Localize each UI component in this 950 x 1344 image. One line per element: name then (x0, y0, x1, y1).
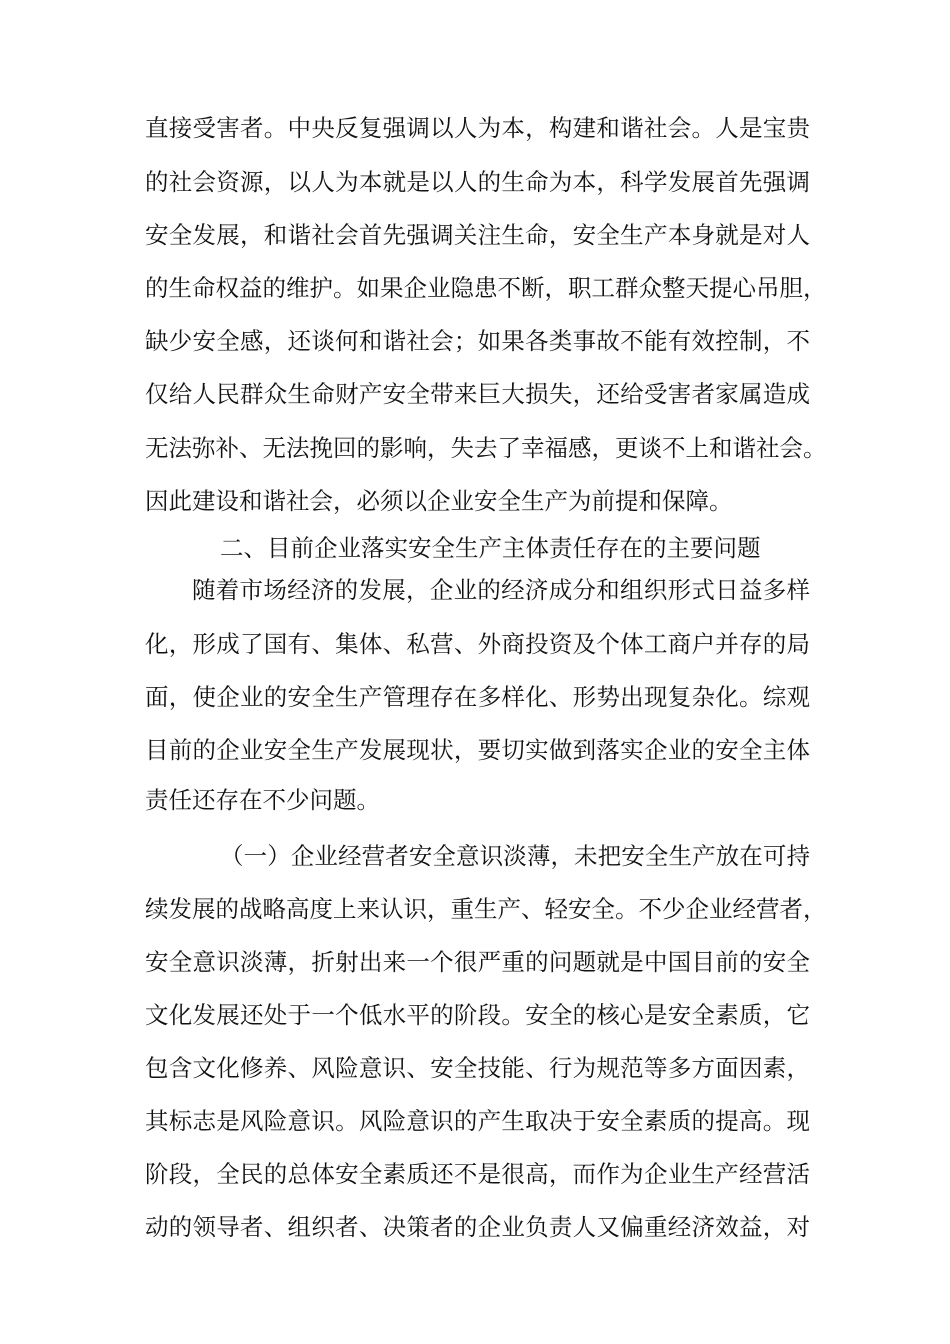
paragraph-line: 安全意识淡薄，折射出来一个很严重的问题就是中国目前的安全 (145, 948, 810, 976)
paragraph-line: 的生命权益的维护。如果企业隐患不断，职工群众整天提心吊胆， (145, 274, 827, 302)
paragraph-line: 目前的企业安全生产发展现状，要切实做到落实企业的安全主体 (145, 736, 810, 764)
paragraph-line: （一）企业经营者安全意识淡薄，未把安全生产放在可持 (220, 842, 810, 870)
paragraph-line: 缺少安全感，还谈何和谐社会；如果各类事故不能有效控制，不 (145, 327, 810, 355)
paragraph-line: 的社会资源，以人为本就是以人的生命为本，科学发展首先强调 (145, 168, 810, 196)
section-heading: 二、目前企业落实安全生产主体责任存在的主要问题 (220, 534, 761, 562)
paragraph-line: 随着市场经济的发展，企业的经济成分和组织形式日益多样 (192, 576, 810, 604)
paragraph-line: 文化发展还处于一个低水平的阶段。安全的核心是安全素质，它 (145, 1001, 810, 1029)
paragraph-line: 动的领导者、组织者、决策者的企业负责人又偏重经济效益，对 (145, 1213, 810, 1241)
paragraph-line: 无法弥补、无法挽回的影响，失去了幸福感，更谈不上和谐社会。 (145, 434, 827, 462)
paragraph-line: 责任还存在不少问题。 (145, 786, 380, 814)
paragraph-line: 安全发展，和谐社会首先强调关注生命，安全生产本身就是对人 (145, 221, 810, 249)
paragraph-line: 面，使企业的安全生产管理存在多样化、形势出现复杂化。综观 (145, 683, 810, 711)
paragraph-line: 续发展的战略高度上来认识，重生产、轻安全。不少企业经营者， (145, 895, 827, 923)
paragraph-line: 因此建设和谐社会，必须以企业安全生产为前提和保障。 (145, 487, 733, 515)
paragraph-line: 化，形成了国有、集体、私营、外商投资及个体工商户并存的局 (145, 630, 810, 658)
paragraph-line: 阶段，全民的总体安全素质还不是很高，而作为企业生产经营活 (145, 1160, 810, 1188)
paragraph-line: 直接受害者。中央反复强调以人为本，构建和谐社会。人是宝贵 (145, 114, 810, 142)
paragraph-line: 其标志是风险意识。风险意识的产生取决于安全素质的提高。现 (145, 1107, 810, 1135)
paragraph-line: 仅给人民群众生命财产安全带来巨大损失，还给受害者家属造成 (145, 380, 810, 408)
paragraph-line: 包含文化修养、风险意识、安全技能、行为规范等多方面因素， (145, 1054, 810, 1082)
